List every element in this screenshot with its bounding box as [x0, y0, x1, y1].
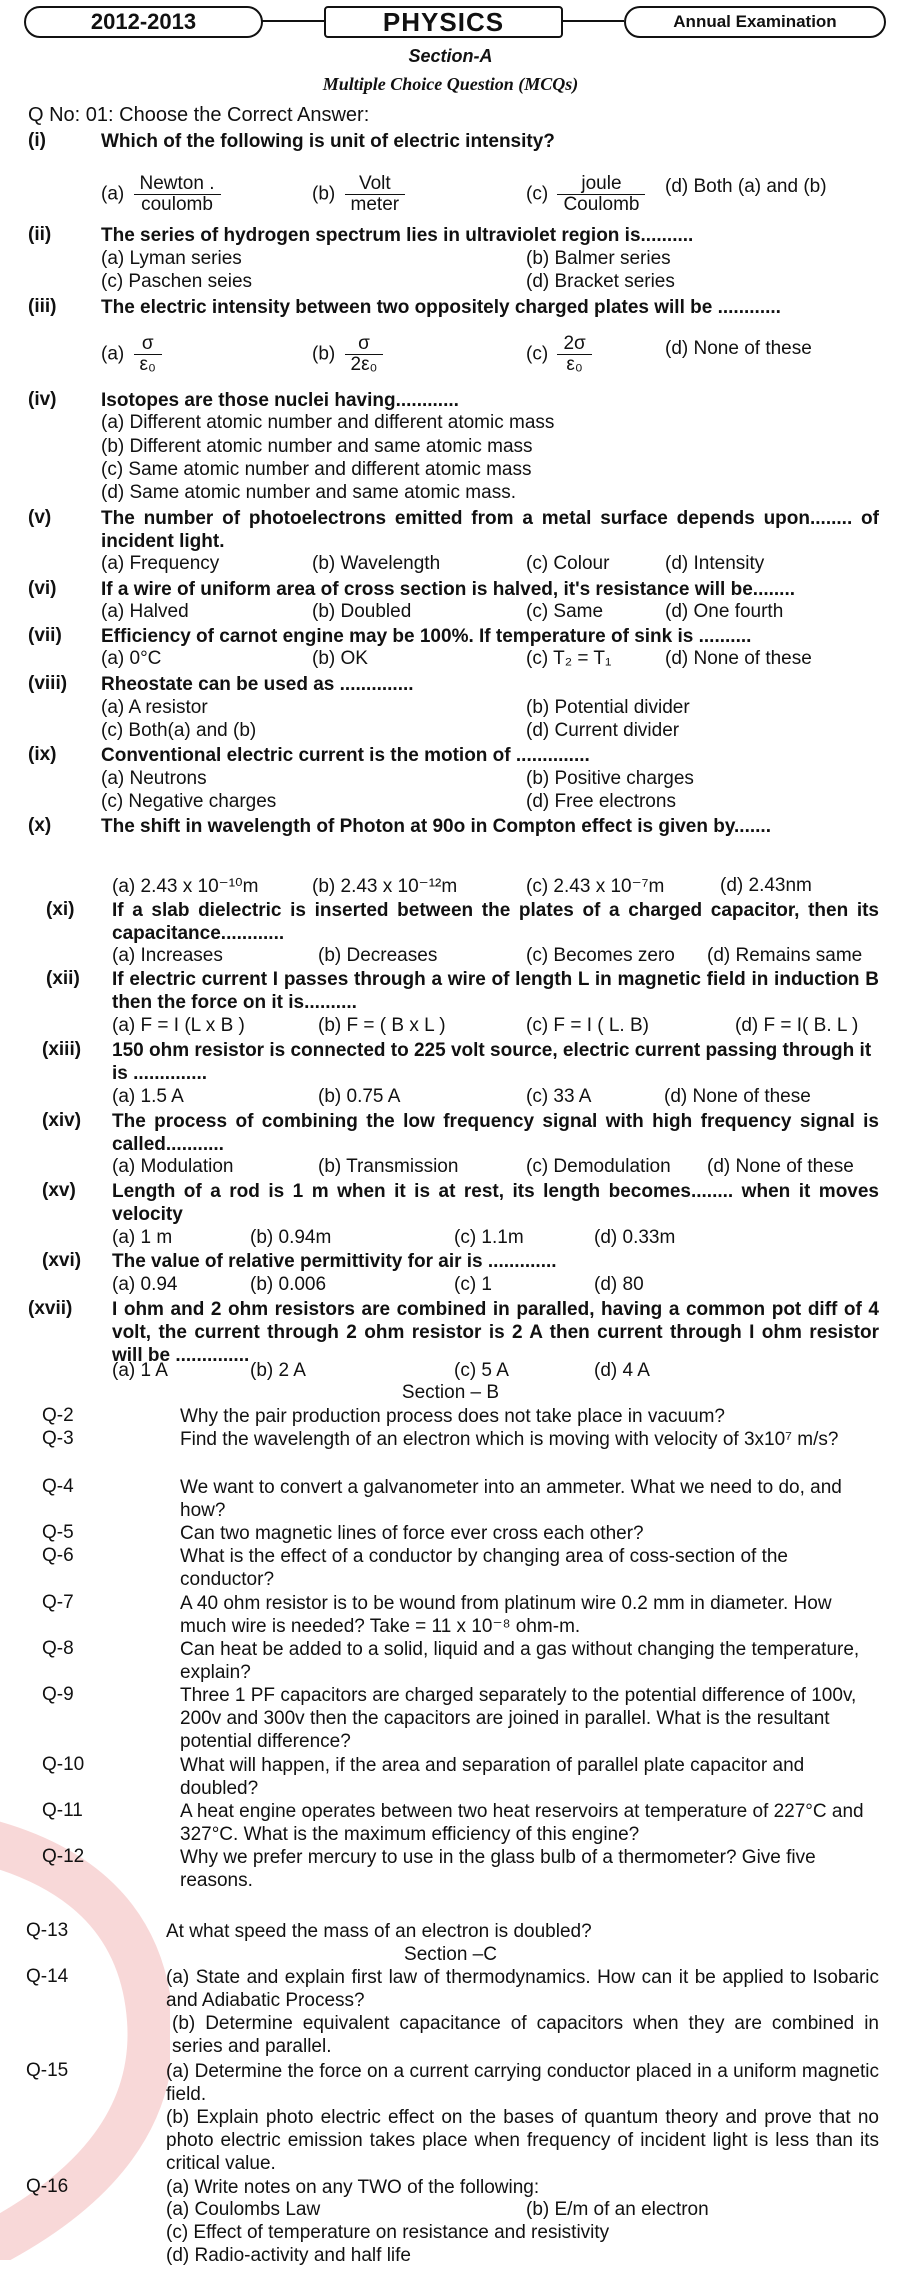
question-text: The value of relative permittivity for air is .............	[112, 1251, 557, 1272]
option-label: (c)	[526, 343, 549, 365]
option-label: (b)	[312, 183, 336, 205]
option-b: (b) Positive charges	[526, 768, 694, 789]
question-number: Q-13	[26, 1920, 69, 1941]
fraction	[557, 174, 645, 215]
question-text: Conventional electric current is the motion of ..............	[101, 745, 590, 766]
numerator: Volt	[345, 174, 406, 195]
question-number: (vi)	[28, 578, 57, 599]
option-c: (c) 1.1m	[454, 1227, 524, 1248]
option-c: (c) Both(a) and (b)	[101, 720, 257, 741]
option-a: (a) Lyman series	[101, 248, 242, 269]
question-text: The number of photoelectrons emitted from a metal surface depends upon........ of incident light.	[101, 508, 879, 552]
option-c: (c) Becomes zero	[526, 945, 675, 966]
denominator: ε₀	[566, 353, 583, 375]
option-d: (d) None of these	[664, 1086, 811, 1107]
option-b: (b) 0.75 A	[318, 1086, 401, 1107]
numerator: σ	[345, 334, 384, 355]
numerator: 2σ	[557, 334, 591, 355]
fraction	[557, 334, 591, 375]
question-number: (ii)	[28, 224, 52, 245]
question-text: What will happen, if the area and separation of parallel plate capacitor and doubled?	[180, 1755, 805, 1799]
question-number: Q-5	[42, 1522, 74, 1543]
option-b: (b) Decreases	[318, 945, 438, 966]
option-c	[526, 334, 596, 375]
fraction	[345, 334, 384, 375]
option-d: (d) Current divider	[526, 720, 680, 741]
question-text: 150 ohm resistor is connected to 225 volt source, electric current passing through it is ..............	[112, 1040, 872, 1084]
option-c: (c) Same	[526, 601, 604, 622]
question-text: (b) Determine equivalent capacitance of capacitors when they are combined in series and parallel.	[172, 2013, 879, 2057]
option-b: (b) OK	[312, 648, 368, 669]
question-number: (xvii)	[28, 1298, 73, 1319]
option-label: (a)	[101, 343, 125, 365]
question-number: Q-9	[42, 1684, 74, 1705]
question-number: (xiv)	[42, 1110, 82, 1131]
question-number: (ix)	[28, 744, 57, 765]
option-d: (d) One fourth	[665, 601, 784, 622]
option-b: (b) Wavelength	[312, 553, 441, 574]
fraction	[134, 334, 162, 375]
option-label: (a)	[101, 183, 125, 205]
option-a: (a) 1 m	[112, 1227, 173, 1248]
question-number: Q-2	[42, 1405, 74, 1426]
denominator: 2ε₀	[350, 353, 378, 375]
option-c: (c) 33 A	[526, 1086, 592, 1107]
option-c	[526, 174, 649, 215]
section-b-title: Section – B	[401, 1382, 500, 1403]
option-c: (c) 5 A	[454, 1360, 509, 1381]
exam-year: 2012-2013	[24, 6, 263, 38]
denominator: meter	[350, 193, 400, 215]
question-number: (iv)	[28, 389, 57, 410]
question-number: (xi)	[46, 899, 75, 920]
question-text: If a wire of uniform area of cross section is halved, it's resistance will be........	[101, 579, 796, 600]
note-option: (c) Effect of temperature on resistance and resistivity	[166, 2222, 610, 2243]
question-text: (a) Write notes on any TWO of the following:	[166, 2177, 540, 2198]
question-number: (xvi)	[42, 1250, 82, 1271]
question-text: Why the pair production process does not take place in vacuum?	[180, 1406, 725, 1427]
question-text: Three 1 PF capacitors are charged separately to the potential difference of 100v, 200v and 300v then the capacitors are joined in parallel. What is the resultant potential difference?	[180, 1685, 857, 1752]
option-c: (c) F = I ( L. B)	[526, 1015, 649, 1036]
question-number: (xiii)	[42, 1039, 82, 1060]
question-text: If electric current I passes through a wire of length L in magnetic field in induction B then the force on it is..........	[112, 969, 879, 1013]
fraction	[134, 174, 221, 215]
exam-type: Annual Examination	[624, 6, 886, 38]
question-text: What is the effect of a conductor by changing area of coss-section of the conductor?	[180, 1546, 788, 1590]
option-b: (b) 0.94m	[250, 1227, 332, 1248]
option-b: (b) Different atomic number and same atomic mass	[101, 436, 533, 457]
question-text: A 40 ohm resistor is to be wound from platinum wire 0.2 mm in diameter. How much wire is needed? Take = 11 x 10⁻⁸ ohm-m.	[180, 1593, 832, 1637]
question-number: Q-14	[26, 1966, 69, 1987]
question-text: Efficiency of carnot engine may be 100%. If temperature of sink is ..........	[101, 626, 752, 647]
option-b: (b) Doubled	[312, 601, 412, 622]
question-number: Q-10	[42, 1754, 85, 1775]
option-a	[101, 334, 166, 375]
question-number: Q-15	[26, 2060, 69, 2081]
instruction: Q No: 01: Choose the Correct Answer:	[28, 104, 370, 126]
option-a: (a) A resistor	[101, 697, 208, 718]
option-a: (a) Frequency	[101, 553, 220, 574]
subject-title: PHYSICS	[324, 6, 563, 38]
option-b: (b) 0.006	[250, 1274, 327, 1295]
question-text: Can two magnetic lines of force ever cross each other?	[180, 1523, 644, 1544]
option-a: (a) Modulation	[112, 1156, 234, 1177]
question-number: (xv)	[42, 1180, 76, 1201]
question-number: (v)	[28, 507, 52, 528]
option-c: (c) 1	[454, 1274, 492, 1295]
denominator: Coulomb	[563, 193, 640, 215]
question-number: Q-11	[42, 1800, 83, 1821]
question-text: Which of the following is unit of electric intensity?	[101, 131, 555, 152]
option-a: (a) Different atomic number and different atomic mass	[101, 412, 555, 433]
note-option: (b) E/m of an electron	[526, 2199, 709, 2220]
question-number: Q-4	[42, 1476, 74, 1497]
question-number: Q-12	[42, 1846, 85, 1867]
option-d: (d) None of these	[707, 1156, 854, 1177]
option-d: (d) Both (a) and (b)	[665, 176, 827, 197]
section-c-title: Section –C	[404, 1944, 497, 1965]
question-text: (a) State and explain first law of thermodynamics. How can it be applied to Isobaric and Adiabatic Process?	[166, 1967, 879, 2011]
option-c: (c) Same atomic number and different atomic mass	[101, 459, 532, 480]
option-d: (d) None of these	[665, 648, 812, 669]
question-text: If a slab dielectric is inserted between the plates of a charged capacitor, then its capacitance............	[112, 900, 879, 944]
question-text: Rheostate can be used as ..............	[101, 674, 414, 695]
option-a: (a) 1 A	[112, 1360, 168, 1381]
question-number: Q-8	[42, 1638, 74, 1659]
option-d: (d) F = I( B. L )	[735, 1015, 859, 1036]
option-d: (d) Free electrons	[526, 791, 676, 812]
question-text: A heat engine operates between two heat reservoirs at temperature of 227°C and 327°C. What is the maximum efficiency of this engine?	[180, 1801, 864, 1845]
denominator: ε₀	[139, 353, 156, 375]
question-text: (b) Explain photo electric effect on the bases of quantum theory and prove that no photo electric emission takes place when frequency of incident light is less than its critical value.	[166, 2107, 879, 2174]
option-d: (d) Intensity	[665, 553, 765, 574]
option-d: (d) Remains same	[707, 945, 863, 966]
question-number: (x)	[28, 815, 52, 836]
option-a: (a) F = I (L x B )	[112, 1015, 245, 1036]
denominator: coulomb	[141, 193, 213, 215]
option-a	[101, 174, 225, 215]
option-d: (d) 4 A	[594, 1360, 650, 1381]
header-rule	[559, 20, 624, 22]
option-b: (b) 2.43 x 10⁻¹²m	[312, 876, 458, 897]
option-b: (b) Transmission	[318, 1156, 459, 1177]
option-a: (a) 1.5 A	[112, 1086, 184, 1107]
section-a-title: Section-A	[408, 46, 493, 66]
question-text: We want to convert a galvanometer into an ammeter. What we need to do, and how?	[180, 1477, 842, 1521]
option-a: (a) 0°C	[101, 648, 162, 669]
option-b: (b) F = ( B x L )	[318, 1015, 446, 1036]
note-option: (a) Coulombs Law	[166, 2199, 321, 2220]
question-number: (xii)	[46, 968, 80, 989]
question-number: (iii)	[28, 296, 57, 317]
option-b	[312, 334, 387, 375]
option-a: (a) Increases	[112, 945, 223, 966]
option-d: (d) 80	[594, 1274, 644, 1295]
option-c: (c) Demodulation	[526, 1156, 671, 1177]
numerator: σ	[134, 334, 162, 355]
question-text: The shift in wavelength of Photon at 90o in Compton effect is given by.......	[101, 816, 771, 837]
option-c: (c) T₂ = T₁	[526, 648, 612, 669]
header-bar	[24, 6, 882, 40]
question-text: At what speed the mass of an electron is doubled?	[166, 1921, 592, 1942]
question-text: Isotopes are those nuclei having............	[101, 390, 459, 411]
question-number: Q-7	[42, 1592, 74, 1613]
option-d: (d) 0.33m	[594, 1227, 676, 1248]
option-a: (a) Neutrons	[101, 768, 207, 789]
option-b: (b) 2 A	[250, 1360, 306, 1381]
question-number: Q-16	[26, 2176, 69, 2197]
question-number: Q-6	[42, 1545, 74, 1566]
option-d: (d) Bracket series	[526, 271, 675, 292]
option-d: (d) 2.43nm	[720, 875, 812, 896]
option-c: (c) Colour	[526, 553, 610, 574]
note-option: (d) Radio-activity and half life	[166, 2245, 411, 2266]
option-label: (b)	[312, 343, 336, 365]
question-text: I ohm and 2 ohm resistors are combined in paralled, having a common pot diff of 4 volt, the current through 2 ohm resistor is 2 A then current through I ohm resistor will be ..............	[112, 1299, 879, 1366]
question-number: (i)	[28, 130, 46, 151]
question-text: The process of combining the low frequency signal with high frequency signal is called...........	[112, 1111, 879, 1155]
question-text: Can heat be added to a solid, liquid and a gas without changing the temperature, explain?	[180, 1639, 860, 1683]
option-a: (a) Halved	[101, 601, 189, 622]
question-text: Find the wavelength of an electron which is moving with velocity of 3x10⁷ m/s?	[180, 1429, 839, 1450]
header-rule	[259, 20, 324, 22]
option-label: (c)	[526, 183, 549, 205]
option-b: (b) Potential divider	[526, 697, 690, 718]
option-d: (d) None of these	[665, 338, 812, 359]
option-c: (c) 2.43 x 10⁻⁷m	[526, 876, 665, 897]
option-a: (a) 2.43 x 10⁻¹⁰m	[112, 876, 259, 897]
question-number: (vii)	[28, 625, 62, 646]
question-text: The electric intensity between two oppositely charged plates will be ............	[101, 297, 781, 318]
question-number: (viii)	[28, 673, 68, 694]
question-text: (a) Determine the force on a current carrying conductor placed in a uniform magnetic field.	[166, 2061, 879, 2105]
numerator: joule	[557, 174, 645, 195]
option-c: (c) Paschen seies	[101, 271, 253, 292]
option-b: (b) Balmer series	[526, 248, 671, 269]
numerator: Newton .	[134, 174, 221, 195]
option-c: (c) Negative charges	[101, 791, 277, 812]
fraction	[345, 174, 406, 215]
option-d: (d) Same atomic number and same atomic mass.	[101, 482, 516, 503]
question-text: Length of a rod is 1 m when it is at rest, its length becomes........ when it moves velocity	[112, 1181, 879, 1225]
question-text: Why we prefer mercury to use in the glass bulb of a thermometer? Give five reasons.	[180, 1847, 816, 1891]
option-a: (a) 0.94	[112, 1274, 178, 1295]
section-a-subtitle: Multiple Choice Question (MCQs)	[322, 74, 579, 94]
option-b	[312, 174, 409, 215]
question-text: The series of hydrogen spectrum lies in ultraviolet region is..........	[101, 225, 694, 246]
question-number: Q-3	[42, 1428, 74, 1449]
